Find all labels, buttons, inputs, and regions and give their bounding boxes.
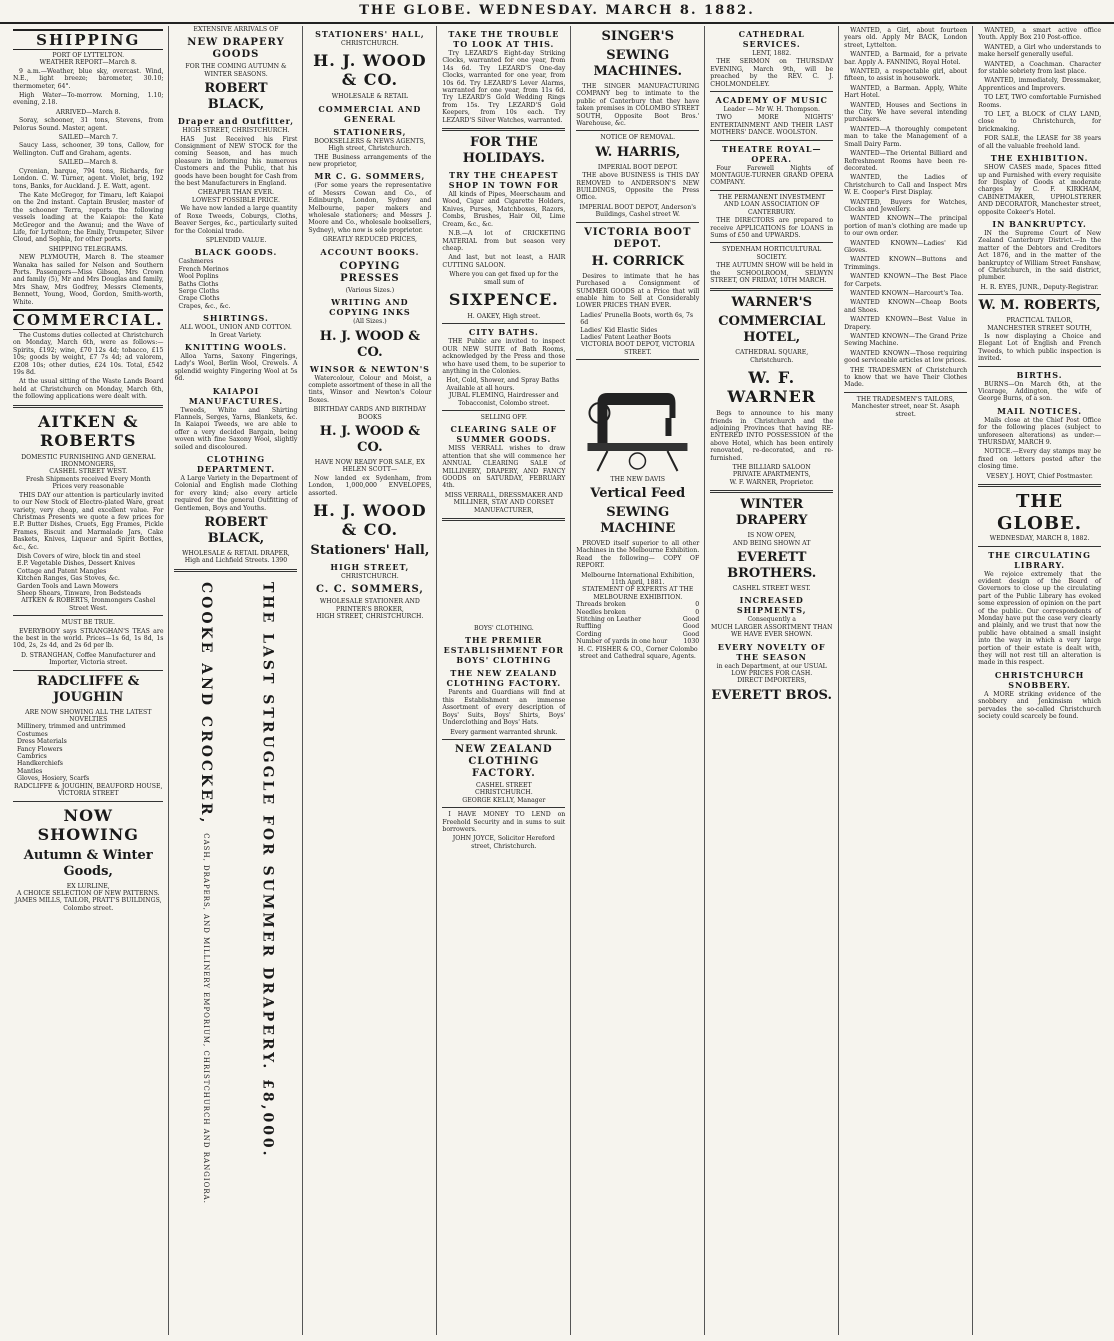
wanted-ad: WANTED KNOWN—Cheap Boots and Shoes. <box>844 299 968 314</box>
eyes-registrar: H. R. EYES, JUNR., Deputy-Registrar. <box>980 283 1099 291</box>
mail-notice: NOTICE.—Every day stamps may be fixed on letters posted after the closing time. <box>978 448 1102 471</box>
roberts: W. M. ROBERTS, <box>978 298 1101 314</box>
high-street-2: HIGH STREET, <box>330 561 410 572</box>
arrived-text: Soray, schooner, 31 tons, Stevens, from Pelorus Sound. Master, agent. <box>13 117 164 132</box>
cashel-west: CASHEL STREET WEST. <box>732 585 811 593</box>
exhibition-heading: THE EXHIBITION. <box>990 153 1089 164</box>
wanted-ad: WANTED KNOWN—The principal portion of man's clothing are made up to our own order. <box>844 215 968 238</box>
lezard-text: Try LEZARD'S Eight-day Striking Clocks, warranted for one year, from 14s 6d. Try LEZARD'S One-day Clocks, warranted for one year, from 10s 6d. Try LEZARD'S Lever Alarms, warranted for one year, from 11s 6d. Try LEZARD'S Gold Wedding Rings from 15s. Try LEZARD'S Gold Keepers, from 10s each. Try LEZARD'S Silver Watches, warranted. <box>442 50 566 124</box>
baths-text: THE Public are invited to inspect OUR NEW SUITE of Bath Rooms, acknowledged by the Press and those who have used them, to be superior to anything in the Colonies. <box>442 338 566 375</box>
kaiapoi-text: The Kate McGregor, for Timaru, left Kaiapoi on the 2nd instant. Captain Brusler, master of the schooner Terra, reports the following vessels loading at the Kaiapoi: the Kate McGregor and the Awanui; and the Wave of Life, for Lyttelton; the Emily, Trumpeter, Silver Cloud, and Sophia, for other ports. <box>13 191 164 244</box>
season: FOR THE COMING AUTUMN & WINTER SEASONS. <box>185 63 287 78</box>
shipping-heading: SHIPPING <box>13 29 163 50</box>
cooke-crocker <box>197 581 214 1290</box>
mills-signature: JAMES MILLS, TAILOR, PRATT'S BUILDINGS, Colombo street. <box>14 897 162 912</box>
wanted-ad: WANTED, a Coachman. Character for stable sobriety from last place. <box>978 60 1102 76</box>
wood-co-2: H. J. WOOD & CO. <box>319 328 421 360</box>
envelopes: Now landed ex Sydenham, from London, 1,000,000 ENVELOPES, assorted. <box>308 474 432 497</box>
aitken-prices: Prices very reasonable <box>52 483 124 491</box>
wood-co-4: H. J. WOOD & CO. <box>313 500 427 539</box>
tradesmens-tailors: THE TRADESMEN'S TAILORS, Manchester street, near St. Asaph street. <box>851 395 960 418</box>
copying-presses: COPYING PRESSES <box>339 260 401 284</box>
leader: Leader — Mr W. H. Thompson. <box>723 106 820 114</box>
usual-prices: in each Department, at our USUAL LOW PRICES FOR CASH. <box>716 662 827 678</box>
lurline: EX LURLINE, <box>66 882 110 890</box>
sermon-text: THE SERMON on THURSDAY EVENING, March 9th, will be preached by the REV. C. J. CHOLMONDELEY. <box>710 58 834 88</box>
arrivals: EXTENSIVE ARRIVALS OF <box>193 26 279 33</box>
column-5 <box>571 26 705 1335</box>
column-3 <box>303 26 437 1335</box>
academy-music: ACADEMY OF MUSIC <box>715 95 828 106</box>
clothing-heading: CLOTHING DEPARTMENT. <box>196 454 275 475</box>
shirtings-heading: SHIRTINGS. <box>203 313 269 324</box>
bankruptcy-heading: IN BANKRUPTCY. <box>992 218 1087 229</box>
list-item: Crape Cloths <box>178 295 220 303</box>
autumn-goods: Autumn & Winter Goods, <box>23 847 153 879</box>
outfitter: Draper and Outfitter, <box>177 116 295 127</box>
harris-text: THE above BUSINESS is THIS DAY REMOVED to ANDERSON'S NEW BUILDINGS, Opposite the Press Office. <box>576 172 700 202</box>
column-7 <box>839 26 973 1335</box>
lowest-price: LOWEST POSSIBLE PRICE. <box>191 196 280 204</box>
kirkham-text: SHOW CASES made, Spaces fitted up and Furnished with every requisite for Display of Goods at moderate charges by C. F. KIRKHAM, CABINETMAKER, UPHOLSTERER AND DECORATOR, Manchester street, opposite Cokeer's Hotel. <box>978 164 1102 216</box>
wanted-ad: WANTED, a Girl who understands to make herself generally useful. <box>978 43 1102 59</box>
table-row <box>576 601 699 608</box>
radcliffe-heading: RADCLIFFE & JOUGHIN <box>37 673 140 705</box>
stat-label: Needles broken <box>576 608 626 616</box>
boys-clothing: BOYS' CLOTHING. <box>473 625 534 633</box>
list-item: Ladies' Prunella Boots, worth 6s, 7s 6d <box>580 311 694 327</box>
stat-value: 0 <box>695 608 700 616</box>
globe-title: THE GLOBE. <box>997 491 1083 535</box>
table-row <box>576 623 699 630</box>
wanted-ad: WANTED KNOWN—The Grand Prize Sewing Machine. <box>844 333 968 348</box>
columns <box>8 26 1106 1335</box>
premier: THE PREMIER ESTABLISHMENT FOR BOYS' CLOTHING <box>443 635 565 666</box>
list-item: Garden Tools and Lawn Mowers <box>17 582 119 590</box>
wood-co-heading: H. J. WOOD & CO. <box>313 51 427 90</box>
corrick: H. CORRICK <box>591 253 684 269</box>
wanted-ad: WANTED—A thoroughly competent man to take the Management of a Small Dairy Farm. <box>844 125 968 148</box>
library-heading: THE CIRCULATING LIBRARY. <box>988 549 1091 570</box>
arrived-heading: ARRIVED—March 8. <box>55 108 121 116</box>
column-8 <box>973 26 1106 1335</box>
verral-text: MISS VERRALL wishes to draw attention that she will commence her ANNUAL CLEARING SALE of MILLINERY, DRAPERY, AND FANCY GOODS on SATURDAY, FEBRUARY 4th. <box>442 445 566 490</box>
table-row <box>576 638 699 645</box>
list-item: Baths Cloths <box>178 280 219 288</box>
singers: SINGER'S <box>601 29 675 44</box>
money-to-lend: I HAVE MONEY TO LEND on Freehold Security and in sums to suit borrowers. <box>442 811 566 833</box>
sixpence-pre: Where you can get fixed up for the small sum of <box>449 271 559 286</box>
permanent-investment: THE PERMANENT INVESTMENT AND LOAN ASSOCIATION OF CANTERBURY. <box>718 193 826 216</box>
black-address: HIGH STREET, CHRISTCHURCH. <box>182 127 290 135</box>
wanted-ad: WANTED, a smart active office Youth. Apply Box 210 Post-office. <box>978 27 1102 42</box>
wanted-ad: WANTED, Buyers for Watches, Clocks and Jewellery. <box>844 198 968 213</box>
warner-text: Begs to announce to his many friends in Christchurch and the adjoining Provinces that having RE-ENTERED INTO POSSESSION of the above Hotel, which has been entirely renovated, re-decorated, and re-furnished. <box>710 410 834 462</box>
singer-text: THE SINGER MANUFACTURING COMPANY beg to intimate to the public of Canterbury that they have taken premises in COLOMBO STREET SOUTH, Opposite Boot Bros.' Warehouse, &c. <box>576 83 700 128</box>
great-variety: In Great Variety. <box>210 331 262 339</box>
sydenham: SYDENHAM HORTICULTURAL SOCIETY. <box>722 246 822 261</box>
telegrams-text: NEW PLYMOUTH, March 8. The steamer Wanaka has sailed for Nelson and Southern Ports. Passengers—Miss Gibson, Mrs Crown and family (5), Mr and Mrs Douglas and family, Mrs Shaw, Mrs Godfrey, Messrs Clements, Bennett, Young, Wood, Gordon, Smith-worth, White. <box>13 254 164 306</box>
nz-factory-2: NEW ZEALAND CLOTHING FACTORY. <box>454 743 553 779</box>
stranghan-signature: D. STRANGHAN, Coffee Manufacturer and Importer, Victoria street. <box>20 651 156 667</box>
list-item: Hot, Cold, Shower, and Spray Baths <box>446 377 560 385</box>
warners: WARNER'S <box>731 295 813 311</box>
aitken-signature: AITKEN & ROBERTS, Ironmongers Cashel Street West. <box>21 597 156 612</box>
sailed2-text: Cyrenian, barque, 794 tons, Richards, for London. C. W. Turner, agent. Violet, brig, 192 tons, Banks, for Auckland. J. E. Watt, agent. <box>13 167 164 190</box>
jubal: JUBAL FLEMING, Hairdresser and Tobacconist, Colombo street. <box>448 392 559 407</box>
list-item: Cambrics <box>17 753 47 761</box>
list-item: Available at all hours. <box>446 384 515 392</box>
kelly: GEORGE KELLY, Manager <box>462 796 546 804</box>
theatre-royal: THEATRE ROYAL—OPERA. <box>721 143 822 164</box>
black-streets: High and Lichfield Streets. 1390 <box>184 557 288 565</box>
warner-signature: W. F. WARNER, Proprietor. <box>729 478 814 486</box>
stat-value: 1030 <box>683 638 700 646</box>
cathedral-services: CATHEDRAL SERVICES. <box>738 29 805 49</box>
christchurch-4: CHRISTCHURCH. <box>474 789 533 797</box>
being-shown: AND BEING SHOWN AT <box>733 539 811 547</box>
nz-factory: THE NEW ZEALAND CLOTHING FACTORY. <box>446 668 562 689</box>
bankruptcy-text: IN the Supreme Court of New Zealand Canterbury District.—In the matter of the Debtors and Creditors Act 1876, and in the matter of the bankruptcy of William Street Fanshaw, of Christchurch, in the said district, plumber. <box>978 229 1102 282</box>
to-let-ad: TO LET, TWO comfortable Furnished Rooms. <box>978 94 1102 109</box>
selling-off: SELLING OFF. <box>480 414 528 421</box>
list-item: Ladies' Kid Elastic Sides <box>580 326 658 334</box>
kaiapoi-text: Tweeds, White and Shirting Flannels, Serges, Yarns, Blankets, &c. In Kaiapoi Tweeds, we are able to offer a very decided Bargain, being woven with fine Saxony Wool, slightly soiled and discoloured. <box>174 406 298 451</box>
stationers: STATIONERS, <box>333 126 407 137</box>
sewing-machine-title: SEWING MACHINE <box>600 504 676 536</box>
victoria-depot: VICTORIA BOOT DEPOT. <box>584 226 692 250</box>
struggle-title: THE LAST STRUGGLE FOR SUMMER DRAPERY. <box>259 581 276 1072</box>
commercial-heading: COMMERCIAL. <box>13 311 164 329</box>
column-1 <box>8 26 169 1335</box>
drapery-heading: NEW DRAPERY GOODS <box>187 37 285 61</box>
wanted-ad: WANTED, Houses and Sections in the City. We have several intending purchasers. <box>844 101 968 124</box>
wanted-ad: WANTED KNOWN—Buttons and Trimmings. <box>844 256 968 271</box>
every-novelty: EVERY NOVELTY OF THE SEASON <box>717 641 826 662</box>
greatly-reduced: GREATLY REDUCED PRICES, <box>322 236 417 244</box>
wanted-ad: WANTED KNOWN—Ladies' Kid Gloves. <box>844 239 968 254</box>
masthead: THE GLOBE. WEDNESDAY. MARCH 8. 1882. <box>0 0 1114 24</box>
farewell-nights: Four Farewell Nights of MONTAGUE-TURNER GRAND OPERA COMPANY. <box>710 164 834 187</box>
cashel-street: CASHEL STREET <box>476 781 532 789</box>
black-goods-list <box>174 258 297 310</box>
direct-importers: DIRECT IMPORTERS, <box>737 677 807 685</box>
imperial-depot: IMPERIAL BOOT DEPOT. <box>597 163 678 171</box>
splendid-value: SPLENDID VALUE. <box>205 236 267 244</box>
stranghan-text: EVERYBODY says STRANGHAN'S TEAS are the best in the world. Prices—1s 6d, 1s 8d, 1s 10d, 2s, 2s 4d, and 2s 6d per lb. <box>13 627 164 650</box>
snobbery-heading: CHRISTCHURCH SNOBBERY. <box>994 669 1085 690</box>
wholesale: WHOLESALE & RETAIL DRAPER, <box>182 550 290 558</box>
weather-heading: WEATHER REPORT—March 8. <box>39 59 137 67</box>
list-item: Crapes, &c., &c. <box>178 302 231 310</box>
for-sale-ad: FOR SALE, the LEASE for 38 years of all the valuable freehold land. <box>978 135 1102 150</box>
tweeds-text: We have now landed a large quantity of Roxe Tweeds, Coburgs, Cloths, Beaver Serges, &c., particularly suited for the Colonial trade. <box>174 205 298 235</box>
davis-text: PROVED itself superior to all other Machines in the Melbourne Exhibition. Read the following— COPY OF REPORT. <box>576 539 700 570</box>
list-item: Sheep Shears, Tinware, Iron Bedsteads <box>17 589 142 597</box>
table-row <box>576 631 699 638</box>
warranted: Every garment warranted shrunk. <box>450 728 558 736</box>
davis-stats <box>576 601 699 645</box>
consequently: Consequently a <box>747 616 796 624</box>
christchurch: CHRISTCHURCH. <box>341 40 399 47</box>
wanted-ad: WANTED, a Barmaid, for a private bar. Apply A. FANNING, Royal Hotel. <box>844 51 968 66</box>
two-nights: TWO MORE NIGHTS' ENTERTAINMENT AND THEIR LAST MOTHERS' DANCE. WOOLSTON. <box>710 114 834 137</box>
roberts-text: Is now displaying a Choice and Elegant Lot of English and French Tweeds, to which public inspection is invited. <box>978 333 1102 363</box>
stat-value: Good <box>682 630 700 638</box>
nz-text: Parents and Guardians will find at this Establishment an immense Assortment of every description of Boys' Suits, Boys' Shirts, Boys' Underclothing and Boys' Hats. <box>442 689 566 727</box>
knitting-text: Alloa Yarns, Saxony Fingerings, Lady's Wool, Berlin Wool, Crewels. A splendid weighty Fingering Wool at 5s 6d. <box>174 352 298 383</box>
vertical-feed: Vertical Feed <box>590 485 686 501</box>
list-item: Costumes <box>17 730 48 738</box>
wanted-ad: WANTED, a respectable girl, about fifteen, to assist in housework. <box>844 68 968 83</box>
c-sommers: C. C. SOMMERS, <box>315 584 424 596</box>
cathedral-square: CATHEDRAL SQUARE, <box>735 349 809 357</box>
radcliffe-signature: RADCLIFFE & JOUGHIN, BEAUFORD HOUSE, VICTORIA STREET <box>13 782 163 798</box>
now-showing: NOW SHOWING <box>37 805 139 844</box>
have-now: HAVE NOW READY FOR SALE, EX HELEN SCOTT— <box>314 458 425 474</box>
cheapest-shop: TRY THE CHEAPEST SHOP IN TOWN FOR <box>448 170 559 191</box>
all-wool: ALL WOOL, UNION AND COTTON. <box>180 324 292 332</box>
list-item: Serge Cloths <box>178 287 220 295</box>
aitken-heading: AITKEN & ROBERTS <box>37 411 139 450</box>
stat-label: Ruffling <box>576 623 602 631</box>
business-text: THE Business arrangements of the new proprietor, <box>308 153 432 169</box>
wood-co-3: H. J. WOOD & CO. <box>319 423 421 455</box>
black-intro: HAS Just Received his First Consignment of NEW STOCK for the coming Season, and has much pleasure in informing his numerous Customers and the Public, that his goods have been bought for Cash from the best Manufacturers in England. <box>174 135 298 188</box>
wanted-ad: THE TRADESMEN of Christchurch to know that we have Their Clothes Made. <box>844 366 968 389</box>
robert-black-2: ROBERT BLACK, <box>204 515 268 547</box>
everett-brothers: EVERETT BROTHERS. <box>727 550 817 582</box>
all-sizes: (All Sizes.) <box>353 318 387 326</box>
list-item: Cashmeres <box>178 258 214 266</box>
stat-value: Good <box>682 616 700 624</box>
winsor-text: Watercolour, Colour and Moist, a complete assortment of these in all the tints, Winsor and Newton's Colour Boxes. <box>308 374 432 404</box>
sailed-text: Saucy Lass, schooner, 39 tons, Callow, for Wellington. Cuff and Graham, agents. <box>13 142 164 157</box>
wanted-ad: WANTED, the Ladies of Christchurch to Call and Inspect Mrs W. E. Cooper's First Display. <box>844 174 968 197</box>
harris: W. HARRIS, <box>595 144 681 160</box>
hair-saloon: And last, but not least, a HAIR CUTTING SALOON. <box>442 254 566 269</box>
cheapest-text: All kinds of Pipes, Meerschaum and Wood, Cigar and Cigarette Holders, Knives, Purses, Matchboxes, Razors, Combs, Brushes, Hair Oil, Lime Cream, &c., &c. <box>442 191 566 228</box>
port-heading: PORT OF LYTTELTON. <box>52 52 125 59</box>
manchester-street: MANCHESTER STREET SOUTH, <box>987 324 1092 332</box>
increased-shipments: INCREASED SHIPMENTS, <box>736 595 807 616</box>
column-6 <box>705 26 839 1335</box>
cooke-sub: CASH, DRAPERS, AND MILLINERY EMPORIUM, CHRISTCHURCH AND RANGIORA. <box>201 833 210 1204</box>
wanted-ad: WANTED KNOWN—Best Value in Drapery. <box>844 316 968 331</box>
high-street: High street, Christchurch. <box>328 145 412 153</box>
list-item: Mantles <box>17 767 43 775</box>
wanted-ad: WANTED KNOWN—The Best Place for Carpets. <box>844 273 968 288</box>
corrick-text: Desires to intimate that he has Purchased a Consignment of SUMMER GOODS at a Price that will enable him to Sell at Considerably LOWER PRICES THAN EVER. <box>576 272 700 310</box>
commercial-text: The Customs duties collected at Christchurch on Monday, March 6th, were as follows:—Spirits, £192; wine, £70 12s 4d; tobacco, £15 10s; goods by weight, £7 7s 4d; ad valorem, £208 10s; other duties, £24 10s. Total, £542 19s 8d. <box>13 332 164 377</box>
wanted-ad: WANTED KNOWN—Those requiring good serviceable articles at low prices. <box>844 349 968 365</box>
list-item: Cottage and Patent Mangles <box>17 567 107 575</box>
weather-text: 9 a.m.—Weather, blue sky, overcast. Wind, N.E., light breeze; barometer, 30.10; thermometer, 64°. <box>13 67 164 90</box>
commercial-text-2: At the usual sitting of the Waste Lands Board held at Christchurch on Monday, March 6th, the following applications were dealt with. <box>13 378 164 401</box>
corrick-list <box>576 312 699 342</box>
births-heading: BIRTHS. <box>1016 369 1063 380</box>
sydenham-text: THE AUTUMN SHOW will be held in the SCHOOLROOM, SELWYN STREET, ON FRIDAY, 10TH MARCH. <box>710 262 834 284</box>
table-row <box>576 609 699 616</box>
stat-label: Cording <box>576 630 602 638</box>
city-baths: CITY BATHS. <box>468 327 539 338</box>
private-apartments: PRIVATE APARTMENTS, <box>732 471 811 479</box>
wholesale-retail: WHOLESALE & RETAIL <box>331 93 408 101</box>
stat-label: Threads broken <box>576 601 626 609</box>
now-open: IS NOW OPEN, <box>747 532 796 540</box>
list-item: Ladies' Patent Leather Boots <box>580 333 671 341</box>
list-item: Fancy Flowers <box>17 745 63 753</box>
to-let-ad: TO LET, a BLOCK of CLAY LAND, close to Christchurch, for brickmaking. <box>978 111 1102 133</box>
wanted-ad: WANTED—The Oriental Billiard and Refreshment Rooms have been re-decorated. <box>844 150 968 172</box>
last-struggle <box>259 581 276 1290</box>
stranghan-heading: MUST BE TRUE. <box>61 619 115 627</box>
harris-signature: IMPERIAL BOOT DEPOT, Anderson's Buildings, Cashel street W. <box>579 203 697 219</box>
library-text: We rejoice extremely that the evident design of the Board of Governors to close up the circulating part of the Public Library has evoked some expression of opinion on the part of the public. Our correspondents of Monday have put the case very clearly and plainly, and we trust that now the public have obtained a small insight into the way in which a very large portion of their estate is dealt with, they will not rest till an alteration is made in this respect. <box>978 570 1102 667</box>
everett-bros: EVERETT BROS. <box>711 687 832 703</box>
holidays-heading: FOR THE HOLIDAYS. <box>462 135 545 167</box>
clearing-sale: CLEARING SALE OF SUMMER GOODS. <box>450 424 558 445</box>
new-davis: THE NEW DAVIS <box>610 475 666 483</box>
wanted-ad: WANTED, a Girl, about fourteen years old. Apply Mr BACK, London street, Lyttelton. <box>844 27 968 49</box>
high-water: High Water—To-morrow. Morning, 1.10; evening, 2.18. <box>13 92 164 107</box>
much-larger: MUCH LARGER ASSORTMENT THAN WE HAVE EVER SHOWN. <box>711 623 833 639</box>
warner-name: W. F. WARNER <box>727 368 817 407</box>
winter-drapery: WINTER DRAPERY <box>735 497 808 529</box>
list-item: Kitchen Ranges, Gas Stoves, &c. <box>17 575 120 583</box>
writing-inks: WRITING AND COPYING INKS <box>329 297 411 318</box>
list-item: E.P. Vegetable Dishes, Dessert Knives <box>17 560 136 568</box>
list-item: French Merinos <box>178 265 229 273</box>
verral-signature: MISS VERRALL, DRESSMAKER AND MILLINER, STAY AND CORSET MANUFACTURER, <box>444 491 563 514</box>
stationers-hall-2: Stationers' Hall, <box>310 542 430 558</box>
aitken-fresh: Fresh Shipments received Every Month <box>25 475 151 483</box>
winsor-newton: WINSOR & NEWTON'S <box>309 363 430 374</box>
various-sizes: (Various Sizes.) <box>345 286 395 294</box>
stat-label: Number of yards in one hour <box>576 638 668 646</box>
aitken-sub: DOMESTIC FURNISHING AND GENERAL IRONMONGERS, <box>21 453 156 469</box>
column-4 <box>437 26 571 1335</box>
printer-broker: WHOLESALE STATIONER AND PRINTER'S BROKER, <box>319 598 420 613</box>
robert-black: ROBERT BLACK, <box>204 81 268 113</box>
clothing-text: A Large Variety in the Department of Colonial and English made Clothing for every kind; also every article required for the general Outfitting of Gentlemen, Boys and Youths. <box>174 475 298 512</box>
radcliffe-sub: ARE NOW SHOWING ALL THE LATEST NOVELTIES <box>25 708 152 724</box>
experts-statement: STATEMENT OF EXPERTS AT THE MELBOURNE EXHIBITION. <box>582 586 694 601</box>
report-date: Melbourne International Exhibition, 11th April, 1881. <box>581 571 695 586</box>
joyce: JOHN JOYCE, Solicitor Hereford street, Christchurch. <box>452 835 555 850</box>
fisher-agents: H. C. FISHER & CO., Corner Colombo street and Cathedral square, Agents. <box>577 645 698 661</box>
wanted-ad: WANTED, immediately, Dressmaker, Apprentices and Improvers. <box>978 77 1102 92</box>
aitken-list <box>13 553 163 597</box>
vesey-postmaster: VESEY J. HOYT, Chief Postmaster. <box>986 472 1093 480</box>
wanted-ad: WANTED KNOWN—Harcourt's Tea. <box>850 290 964 297</box>
sailed-heading: SAILED—March 7. <box>58 134 118 142</box>
list-item: Millinery, trimmed and untrimmed <box>17 723 126 731</box>
stat-value: Good <box>682 623 700 631</box>
billiard-saloon: THE BILLIARD SALOON <box>732 464 811 471</box>
lent: LENT, 1882. <box>752 50 792 57</box>
snobbery-text: A MORE striking evidence of the snobbery and Jenkinsism which pervades the so-called Christchurch society could scarcely be found. <box>978 690 1102 720</box>
struggle-amount: £8,000. <box>259 1078 276 1159</box>
radcliffe-list <box>13 723 163 782</box>
table-row <box>576 616 699 623</box>
globe-date: WEDNESDAY, MARCH 8, 1882. <box>989 535 1090 543</box>
aitken-text: THIS DAY our attention is particularly invited to our New Stock of Electro-plated Ware, great variety, very cheap, and excellent value. For Christmas Presents we quote a few prices for E.P. Butter Dishes, Cruets, Egg Frames, Pickle Frames, Biscuit and Marmalade Jars, Cake Baskets, Knives, Liqueur and Spirit Bottles, &c., &c. <box>13 491 164 551</box>
sommers-text: (For some years the representative of Messrs Cowan and Co., of Edinburgh, London, Sydney and Melbourne, paper makers and wholesale stationers; and Messrs J. Moore and Co., wholesale booksellers, Sydney), who now is sole proprietor. <box>308 182 432 234</box>
cheaper: CHEAPER THAN EVER. <box>197 189 274 197</box>
commercial-hotel: COMMERCIAL HOTEL, <box>718 314 826 346</box>
christchurch-2: CHRISTCHURCH. <box>341 572 399 580</box>
list-item: Dress Materials <box>17 738 67 746</box>
column-2 <box>169 26 303 1335</box>
christchurch-3: HIGH STREET, CHRISTCHURCH. <box>316 613 424 621</box>
cooke-title: COOKE AND CROCKER, <box>197 581 214 826</box>
births-text: BURNS—On March 6th, at the Vicarage, Addington, the wife of George Burns, of a son. <box>978 380 1102 403</box>
account-books: ACCOUNT BOOKS. <box>320 246 420 257</box>
stat-label: Stitching on Leather <box>576 616 642 624</box>
telegrams-heading: SHIPPING TELEGRAMS. <box>48 245 128 253</box>
list-item: Handkerchiefs <box>17 760 63 768</box>
aitken-address: CASHEL STREET WEST. <box>49 468 128 476</box>
choice-selection: A CHOICE SELECTION OF NEW PATTERNS. <box>16 889 160 897</box>
booksellers: BOOKSELLERS & NEWS AGENTS, <box>314 137 426 145</box>
baths-list <box>442 377 565 392</box>
stationers-hall: STATIONERS' HALL, <box>315 29 425 39</box>
knitting-heading: KNITTING WOOLS. <box>184 341 288 352</box>
sailed2-heading: SAILED—March 8. <box>58 159 118 167</box>
mail-text: Mails close at the Chief Post Office for the following places (subject to unforeseen alterations) as under:— THURSDAY, MARCH 9. <box>978 416 1102 447</box>
sewing-machines: SEWING MACHINES. <box>593 48 682 79</box>
loans-text: THE DIRECTORS are prepared to receive APPLICATIONS for LOANS in Sums of £50 and UPWARDS. <box>710 217 834 239</box>
wanted-ad: WANTED, a Barman. Apply, White Hart Hotel. <box>844 84 968 100</box>
removal-notice: NOTICE OF REMOVAL. <box>600 134 676 142</box>
practical-tailor: PRACTICAL TAILOR, <box>1006 317 1073 325</box>
sewing-machine-illustration <box>576 363 699 473</box>
christchurch-5: Christchurch. <box>750 356 794 364</box>
sommers-name: MR C. G. SOMMERS, <box>314 171 426 182</box>
stat-value: 0 <box>695 601 700 609</box>
list-item: Wool Poplins <box>178 273 219 281</box>
lezard-heading: TAKE THE TROUBLE TO LOOK AT THIS. <box>448 29 560 49</box>
mail-heading: MAIL NOTICES. <box>997 405 1083 416</box>
oakey: H. OAKEY, High street. <box>467 312 541 320</box>
kaiapoi-heading: KAIAPOI MANUFACTURES. <box>188 385 283 406</box>
list-item: Dish Covers of wire, block tin and steel <box>17 552 141 560</box>
corrick-signature: VICTORIA BOOT DEPOT, VICTORIA STREET. <box>580 341 695 356</box>
list-item: Gloves, Hosiery, Scarfs <box>17 775 90 783</box>
commercial-general: COMMERCIAL AND GENERAL <box>318 103 422 124</box>
sixpence: SIXPENCE. <box>448 289 559 309</box>
cricketing: N.B.—A lot of CRICKETING MATERIAL from but season very cheap. <box>442 230 566 252</box>
birthday-cards: BIRTHDAY CARDS AND BIRTHDAY BOOKS <box>313 406 427 421</box>
black-goods-heading: BLACK GOODS. <box>194 247 278 258</box>
